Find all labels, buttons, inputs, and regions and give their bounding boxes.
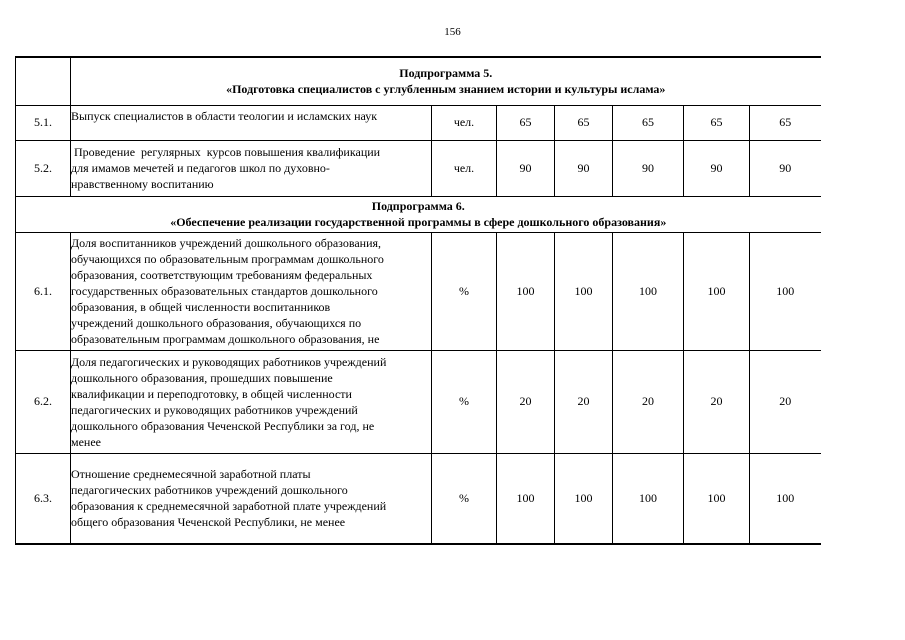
row-number: 6.1. xyxy=(16,232,71,350)
row-value: 20 xyxy=(684,350,750,453)
row-value: 100 xyxy=(613,453,684,544)
indicators-table xyxy=(15,56,821,545)
row-value: 65 xyxy=(555,105,613,140)
row-value: 100 xyxy=(684,453,750,544)
description-line: Проведение регулярных курсов повышения квалификации xyxy=(71,145,381,159)
subprogram-5-title: Подпрограмма 5. xyxy=(399,66,493,81)
row-value: 90 xyxy=(555,140,613,196)
table-row xyxy=(16,232,821,350)
description-line: образования, соответствующим требованиям федеральных xyxy=(71,268,373,282)
row-value: 90 xyxy=(613,140,684,196)
row-unit: чел. xyxy=(432,105,497,140)
row-value: 100 xyxy=(497,453,555,544)
row-value: 65 xyxy=(750,105,821,140)
row-unit: % xyxy=(432,232,497,350)
row-value: 90 xyxy=(497,140,555,196)
description-line: для имамов мечетей и педагогов школ по духовно- xyxy=(71,161,330,175)
subprogram-6-header xyxy=(16,196,821,232)
table-row xyxy=(16,140,821,196)
description-line: дошкольного образования Чеченской Республики за год, не xyxy=(71,418,375,433)
description-line: педагогических работников учреждений дошкольного xyxy=(71,483,348,498)
description-line: дошкольного образования, прошедших повышение xyxy=(71,370,333,385)
row-value: 100 xyxy=(555,453,613,544)
page-number: 156 xyxy=(444,26,461,38)
row-description xyxy=(71,232,432,350)
row-number: 5.2. xyxy=(16,140,71,196)
description-line: менее xyxy=(71,434,101,449)
row-value: 65 xyxy=(497,105,555,140)
row-value: 20 xyxy=(750,350,821,453)
row-value: 65 xyxy=(613,105,684,140)
subprogram-6-header-row xyxy=(16,196,821,232)
description-line: образования, в общей численности воспитанников xyxy=(71,300,331,314)
row-value: 100 xyxy=(555,232,613,350)
table-row xyxy=(16,453,821,544)
table-row xyxy=(16,105,821,140)
row-value: 100 xyxy=(750,453,821,544)
row-value: 90 xyxy=(750,140,821,196)
row-value: 100 xyxy=(684,232,750,350)
description-line: образования к среднемесячной заработной плате учреждений xyxy=(71,499,387,514)
row-value: 100 xyxy=(497,232,555,350)
row-value: 20 xyxy=(613,350,684,453)
row-description xyxy=(71,453,432,544)
empty-number-cell xyxy=(16,57,71,105)
description-line: государственных образовательных стандартов дошкольного xyxy=(71,284,378,298)
table-row xyxy=(16,350,821,453)
row-number: 6.3. xyxy=(16,453,71,544)
description-line: Доля воспитанников учреждений дошкольного образования, xyxy=(71,236,382,250)
description-line: Отношение среднемесячной заработной платы xyxy=(71,467,311,482)
row-description xyxy=(71,140,432,196)
row-value: 100 xyxy=(613,232,684,350)
row-unit: % xyxy=(432,453,497,544)
row-value: 100 xyxy=(750,232,821,350)
description-line: Доля педагогических и руководящих работников учреждений xyxy=(71,354,387,369)
row-number: 6.2. xyxy=(16,350,71,453)
description-line: Выпуск специалистов в области теологии и исламских наук xyxy=(71,108,378,123)
description-line: образовательным программам дошкольного образования, не xyxy=(71,332,380,346)
subprogram-5-header xyxy=(71,57,821,105)
description-line: квалификации и переподготовку, в общей численности xyxy=(71,386,352,401)
description-line: учреждений дошкольного образования, обучающихся по xyxy=(71,316,362,330)
row-unit: % xyxy=(432,350,497,453)
row-number: 5.1. xyxy=(16,105,71,140)
description-line: педагогических и руководящих работников учреждений xyxy=(71,402,358,417)
subprogram-6-subtitle: «Обеспечение реализации государственной программы в сфере дошкольного образования» xyxy=(170,215,667,229)
row-value: 20 xyxy=(497,350,555,453)
subprogram-6-title: Подпрограмма 6. xyxy=(371,199,465,213)
description-line: обучающихся по образовательным программам дошкольного xyxy=(71,252,384,266)
row-value: 65 xyxy=(684,105,750,140)
subprogram-5-subtitle: «Подготовка специалистов с углубленным знанием истории и культуры ислама» xyxy=(226,82,666,97)
description-line: нравственному воспитанию xyxy=(71,177,214,191)
row-description xyxy=(71,350,432,453)
row-value: 20 xyxy=(555,350,613,453)
row-value: 90 xyxy=(684,140,750,196)
row-description xyxy=(71,105,432,140)
description-line: общего образования Чеченской Республики, не менее xyxy=(71,515,346,530)
row-unit: чел. xyxy=(432,140,497,196)
subprogram-5-header-row xyxy=(16,57,821,105)
